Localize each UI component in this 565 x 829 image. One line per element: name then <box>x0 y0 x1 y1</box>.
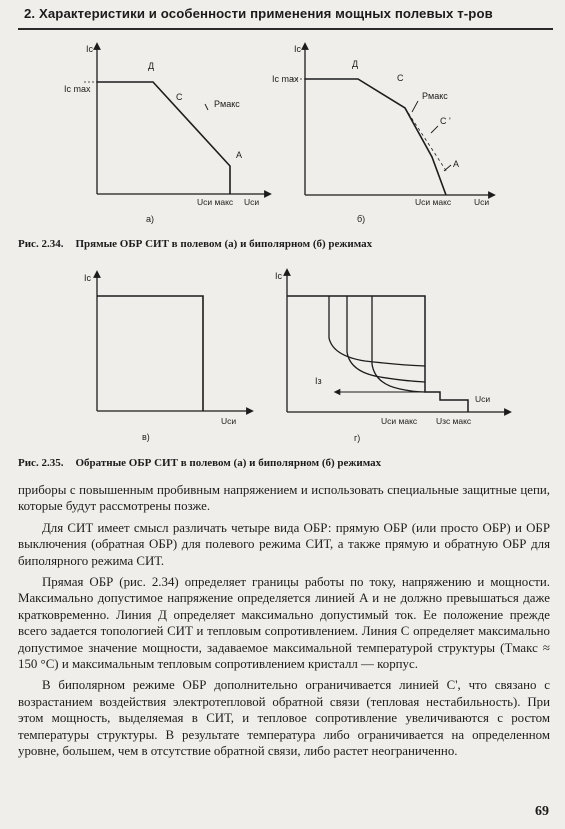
body-text <box>18 482 550 765</box>
figure-a-imax-label: Ic max <box>64 84 91 94</box>
figure-g-sublabel: г) <box>354 433 361 443</box>
figure-a-umax-label: Uси макс <box>197 197 234 207</box>
figure-a-x-label: Uси <box>244 197 260 207</box>
figure-a-sublabel: а) <box>146 214 155 224</box>
figure-b-umax-label: Uси макс <box>415 197 452 207</box>
figure-v <box>84 273 250 442</box>
figure-v-y-label: Ic <box>84 273 92 283</box>
caption-text: Прямые ОБР СИТ в полевом (а) и биполярном (б) режимах <box>75 238 373 250</box>
figure-a-pmax: Pмакс <box>214 99 240 109</box>
caption-text: Обратные ОБР СИТ в полевом (а) и биполярном (б) режимах <box>75 457 382 469</box>
figure-g-umax-label: Uси макс <box>381 416 418 426</box>
figure-a-line-d: Д <box>148 61 155 71</box>
figure-a <box>64 44 268 224</box>
figure-b-a-leader <box>444 165 451 171</box>
paragraph: приборы с повышенным пробивным напряжением и использовать специальные защитные цепи, которые будут рассмотрены позже. <box>18 483 550 514</box>
figure-b-pmax-leader <box>412 101 418 112</box>
figure-v-soa-curve <box>97 296 203 411</box>
figure-g-y-label: Ic <box>275 271 283 281</box>
figure-b-imax-label: Ic max <box>272 74 299 84</box>
figure-b <box>272 44 492 224</box>
figure-b-line-a: A <box>453 159 460 169</box>
figure-2-34-caption <box>18 238 372 250</box>
figure-b-line-c: C <box>397 73 404 83</box>
figure-g-x-label: Uси <box>475 394 491 404</box>
figure-g-curve-2 <box>347 296 425 382</box>
figure-b-pmax: Pмакс <box>422 91 448 101</box>
figure-g-outer-boundary <box>287 296 468 412</box>
figure-b-y-label: Ic <box>294 44 302 54</box>
figure-v-x-label: Uси <box>221 416 237 426</box>
figure-v-sublabel: в) <box>142 432 150 442</box>
figure-a-line-c: C <box>176 92 183 102</box>
figure-2-35-caption <box>18 457 381 469</box>
caption-number: Рис. 2.35. <box>18 457 64 469</box>
paragraph: Прямая ОБР (рис. 2.34) определяет границы работы по току, напряжению и мощности. Максимально допустимое напряжение определяется линией A и не должно превышаться даже кратковременно. Линия Д определяет максимально допустимый ток. Ее положение прежде всего задается топологией СИТ и тепловым сопротивлением. Линия C определяет максимально допустимое значение мощности, задаваемое максимальной температурой структуры (Tмакс ≈ 150 °C) и максимальным тепловым сопротивлением кристалл — корпус. <box>18 575 550 672</box>
figure-b-x-label: Uси <box>474 197 490 207</box>
figure-a-y-label: Ic <box>86 44 94 54</box>
figure-b-line-d: Д <box>352 59 359 69</box>
caption-number: Рис. 2.34. <box>18 238 64 250</box>
figure-b-line-cprime: C ' <box>440 116 451 126</box>
paragraph: В биполярном режиме ОБР дополнительно ограничивается линией C', что связано с возрастанием воздействия электротепловой обратной связи (тепловая нестабильность). При этом мощность, выделяемая в СИТ, и тепловое сопротивление увеличиваются с ростом температуры структуры. В результате температура либо ограничивается на определенном уровне, большем, чем в отсутствие обратной связи, либо растет неограниченно. <box>18 678 550 759</box>
figure-a-line-a: A <box>236 150 243 160</box>
figure-g-uzs-label: Uзс макс <box>436 416 472 426</box>
paragraph: Для СИТ имеет смысл различать четыре вида ОБР: прямую ОБР (или просто ОБР) и ОБР выключения (обратная ОБР) для полевого режима СИТ, а также прямую и обратную ОБР для биполярного режима СИТ. <box>18 520 550 568</box>
figure-g-iz-label: Iз <box>315 376 322 386</box>
figure-g <box>275 271 508 443</box>
figure-g-curve-1 <box>329 296 425 366</box>
figure-b-cprime-leader <box>431 126 438 133</box>
running-header: 2. Характеристики и особенности применения мощных полевых т-ров <box>24 6 493 21</box>
figure-a-pmax-leader <box>205 104 208 110</box>
page-number: 69 <box>535 804 549 819</box>
figure-a-soa-curve <box>97 82 230 194</box>
figure-b-sublabel: б) <box>357 214 366 224</box>
